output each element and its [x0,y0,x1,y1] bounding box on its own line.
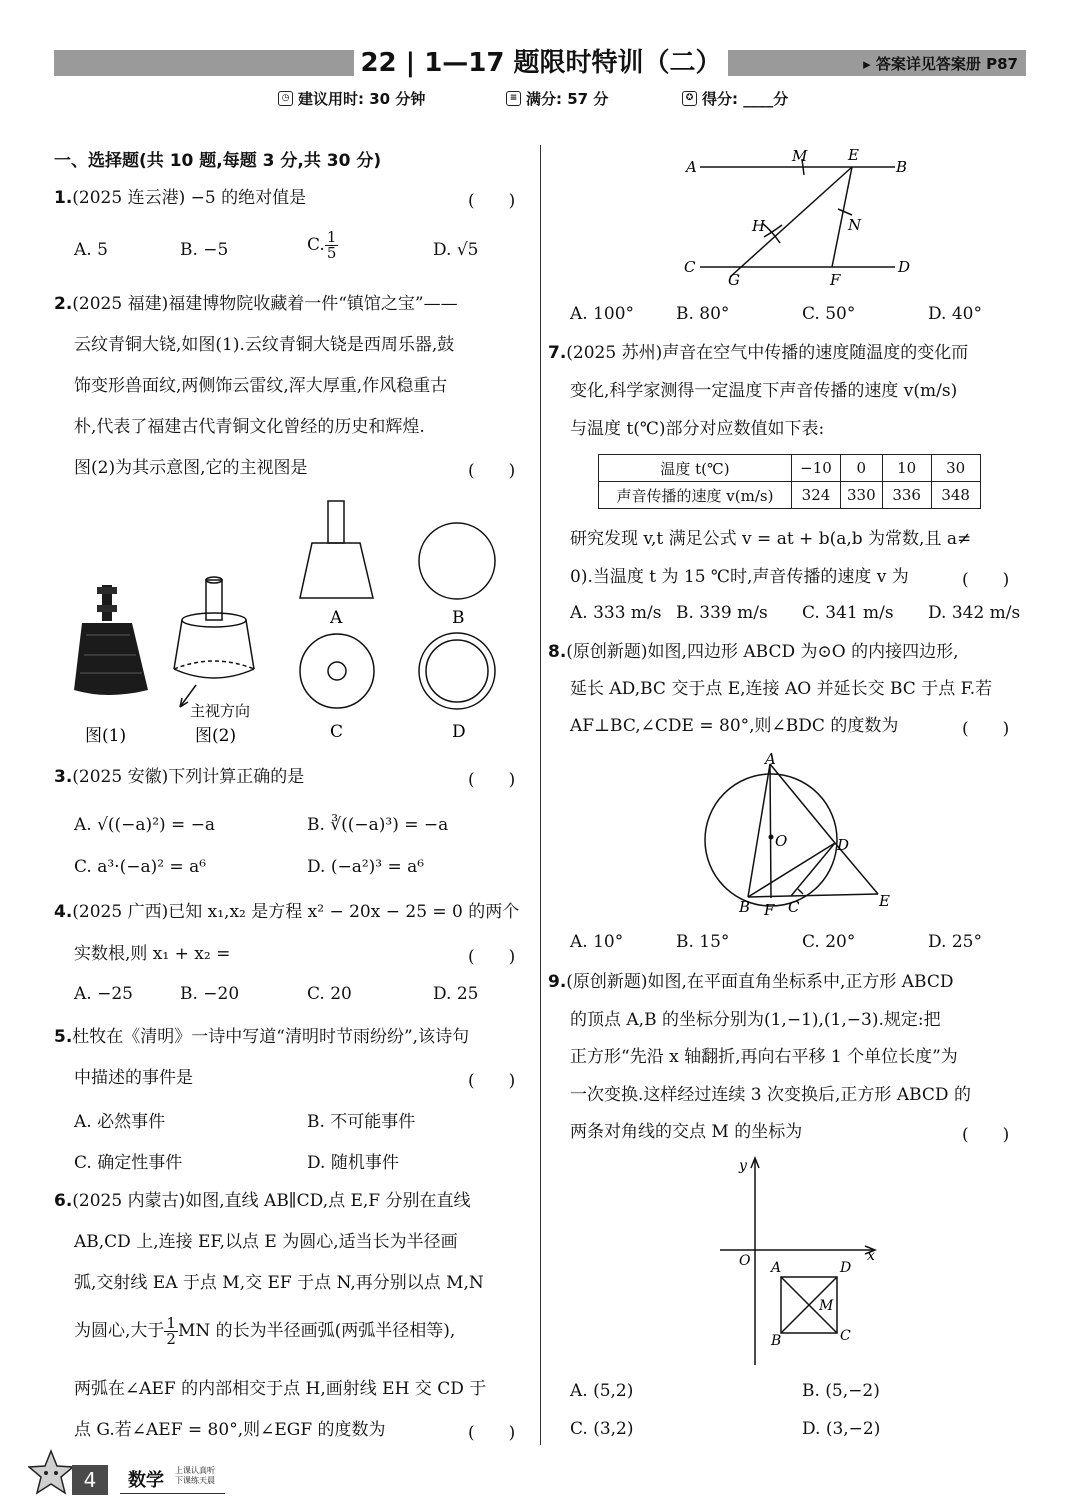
q8-option-b: B. 15° [676,932,730,952]
q2-line5: 图(2)为其示意图,它的主视图是 [74,458,308,478]
option-a-label: A [330,608,343,628]
q8-line2: 延长 AD,BC 交于点 E,连接 AO 并延长交 BC 于点 F.若 [570,679,993,699]
q8-figure [695,750,900,920]
q5-line2: 中描述的事件是 [74,1068,193,1088]
section-heading: 一、选择题(共 10 题,每题 3 分,共 30 分) [54,151,382,171]
option-a-shape [300,501,373,598]
option-c-label: C [330,722,344,742]
svg-text:C: C [684,258,696,276]
q1-option-a: A. 5 [74,240,108,260]
column-divider [540,145,541,1445]
fig2-caption: 图(2) [195,726,237,746]
q7-line4: 研究发现 v,t 满足公式 v = at + b(a,b 为常数,且 a≠ [570,529,972,549]
q9-option-b: B. (5,−2) [802,1381,880,1401]
sheet-icon: ≡ [506,91,521,106]
q9-option-a: A. (5,2) [570,1381,634,1401]
table-row: 声音传播的速度 v(m/s) 324 330 336 348 [599,482,981,509]
footer-subject: 数学 [128,1470,164,1491]
q6-option-d: D. 40° [928,304,982,324]
q4-line1: 4.(2025 广西)已知 x₁,x₂ 是方程 x² − 20x − 25 = 0 的两个 [54,902,520,922]
svg-text:A: A [765,750,776,768]
q7-line1: 7.(2025 苏州)声音在空气中传播的速度随温度的变化而 [548,343,969,363]
option-b-label: B [452,608,465,628]
q7-answer-paren: ( ) [962,570,1010,590]
q3-option-d: D. (−a²)³ = a⁶ [307,857,425,877]
view-direction-label: 主视方向 [190,702,251,720]
page-title: 22 | 1—17 题限时特训（二） [360,48,722,78]
q6-line3: 弧,交射线 EA 于点 M,交 EF 于点 N,再分别以点 M,N [74,1273,484,1293]
svg-text:O: O [739,1253,751,1269]
q6-option-b: B. 80° [676,304,730,324]
q7-line3: 与温度 t(℃)部分对应数值如下表: [570,419,825,439]
q6-option-a: A. 100° [570,304,635,324]
q1-option-c: C. $\frac{1}{5}$ [307,228,337,262]
q8-option-a: A. 10° [570,932,624,952]
q1-answer-paren: ( ) [468,191,516,211]
svg-text:F: F [764,901,775,919]
time-info: ◷ 建议用时: 30 分钟 [278,88,425,109]
q9-line1: 9.(原创新题)如图,在平面直角坐标系中,正方形 ABCD [548,972,954,992]
q8-line3: AF⊥BC,∠CDE = 80°,则∠BDC 的度数为 [570,716,899,736]
q9-line4: 一次变换.这样经过连续 3 次变换后,正方形 ABCD 的 [570,1085,971,1105]
svg-text:B: B [896,158,908,176]
header-bar-left [54,50,354,76]
fig1-caption: 图(1) [85,726,127,746]
q8-answer-paren: ( ) [962,719,1010,739]
svg-text:B: B [771,1333,782,1349]
footer-rule [120,1493,225,1494]
q9-answer-paren: ( ) [962,1125,1010,1145]
q8-option-c: C. 20° [802,932,856,952]
q8-option-d: D. 25° [928,932,982,952]
svg-text:M: M [819,1298,834,1314]
medal-icon: ✪ [682,91,697,106]
full-score-info: ≡ 满分: 57 分 [506,88,608,109]
q2-line4: 朴,代表了福建古代青铜文化曾经的历史和辉煌. [74,417,425,437]
bronze-bell-photo [74,585,148,695]
q9-figure [715,1150,885,1370]
q7-line2: 变化,科学家测得一定温度下声音传播的速度 v(m/s) [570,381,958,401]
q5-option-c: C. 确定性事件 [74,1153,183,1173]
q4-option-d: D. 25 [433,984,479,1004]
q7-option-b: B. 339 m/s [676,603,768,623]
option-d-label: D [452,722,466,742]
option-c-shape [300,634,374,708]
q6-option-c: C. 50° [802,304,856,324]
clock-icon: ◷ [278,91,293,106]
q3-option-c: C. a³·(−a)² = a⁶ [74,857,207,877]
q3-stem: 3.(2025 安徽)下列计算正确的是 [54,767,305,787]
svg-text:C: C [788,898,800,916]
q6-line5: 两弧在∠AEF 的内部相交于点 H,画射线 EH 交 CD 于 [74,1379,487,1399]
q6-line1: 6.(2025 内蒙古)如图,直线 AB∥CD,点 E,F 分别在直线 [54,1191,471,1211]
q4-answer-paren: ( ) [468,947,516,967]
bell-diagram [174,577,254,707]
q7-line5: 0).当温度 t 为 15 ℃时,声音传播的速度 v 为 [570,567,909,587]
svg-text:G: G [728,271,740,289]
table-row: 温度 t(℃) −10 0 10 30 [599,455,981,482]
svg-text:B: B [739,898,751,916]
q9-option-d: D. (3,−2) [802,1419,881,1439]
svg-text:y: y [739,1158,747,1174]
option-b-shape [419,523,495,599]
svg-text:E: E [879,892,890,910]
q6-line6: 点 G.若∠AEF = 80°,则∠EGF 的度数为 [74,1420,386,1440]
q6-answer-paren: ( ) [468,1423,516,1443]
q5-option-b: B. 不可能事件 [307,1112,416,1132]
svg-text:C: C [840,1328,851,1344]
q5-option-d: D. 随机事件 [307,1153,399,1173]
page-number: 4 [72,1465,108,1495]
q5-option-a: A. 必然事件 [74,1112,166,1132]
q9-line3: 正方形“先沿 x 轴翻折,再向右平移 1 个单位长度”为 [570,1047,958,1067]
q4-line2: 实数根,则 x₁ + x₂ = [74,944,231,964]
q2-line1: 2.(2025 福建)福建博物院收藏着一件“镇馆之宝”—— [54,294,458,314]
q6-figure [680,145,920,293]
q7-option-a: A. 333 m/s [570,603,662,623]
svg-text:A: A [771,1260,782,1276]
q5-line1: 5.杜牧在《清明》一诗中写道“清明时节雨纷纷”,该诗句 [54,1027,470,1047]
svg-text:D: D [898,258,911,276]
svg-text:H: H [752,217,766,235]
q8-line1: 8.(原创新题)如图,四边形 ABCD 为⊙O 的内接四边形, [548,642,959,662]
q3-option-b: B. ∛((−a)³) = −a [307,815,449,835]
svg-text:F: F [830,271,841,289]
q9-option-c: C. (3,2) [570,1419,634,1439]
q4-option-a: A. −25 [74,984,133,1004]
q2-answer-paren: ( ) [468,461,516,481]
q4-option-c: C. 20 [307,984,352,1004]
speed-temperature-table [598,454,981,509]
svg-text:O: O [775,832,788,850]
q3-answer-paren: ( ) [468,770,516,790]
center-point [769,835,774,840]
q4-option-b: B. −20 [180,984,240,1004]
q1-option-d: D. √5 [433,240,479,260]
q9-line5: 两条对角线的交点 M 的坐标为 [570,1122,803,1142]
q1-option-b: B. −5 [180,240,229,260]
q6-line2: AB,CD 上,连接 EF,以点 E 为圆心,适当长为半径画 [74,1232,458,1252]
mascot-star-icon [28,1448,74,1498]
q2-line3: 饰变形兽面纹,两侧饰云雷纹,浑大厚重,作风稳重古 [74,376,448,396]
svg-text:A: A [686,158,697,176]
svg-text:N: N [848,216,862,234]
svg-text:D: D [840,1260,852,1276]
svg-text:E: E [848,146,859,164]
q7-option-c: C. 341 m/s [802,603,894,623]
q5-answer-paren: ( ) [468,1071,516,1091]
q6-line4: 为圆心,大于 $\frac{1}{2}$ MN 的长为半径画弧(两弧半径相等), [74,1314,456,1348]
score-info: ✪ 得分: ____分 [682,88,788,109]
svg-text:M: M [792,147,808,165]
footer-slogan: 上课认真听 下课练天晨 [175,1466,215,1485]
svg-text:D: D [837,836,850,854]
q1-stem: 1.(2025 连云港) −5 的绝对值是 [54,188,307,208]
answer-reference: ▸ 答案详见答案册 P87 [863,55,1018,73]
q3-option-a: A. √((−a)²) = −a [74,815,216,835]
q2-figures [60,495,530,750]
option-d-shape [419,633,495,709]
q9-line2: 的顶点 A,B 的坐标分别为(1,−1),(1,−3).规定:把 [570,1010,941,1030]
q7-option-d: D. 342 m/s [928,603,1021,623]
svg-text:x: x [867,1248,875,1264]
q2-line2: 云纹青铜大铙,如图(1).云纹青铜大铙是西周乐器,鼓 [74,335,455,355]
